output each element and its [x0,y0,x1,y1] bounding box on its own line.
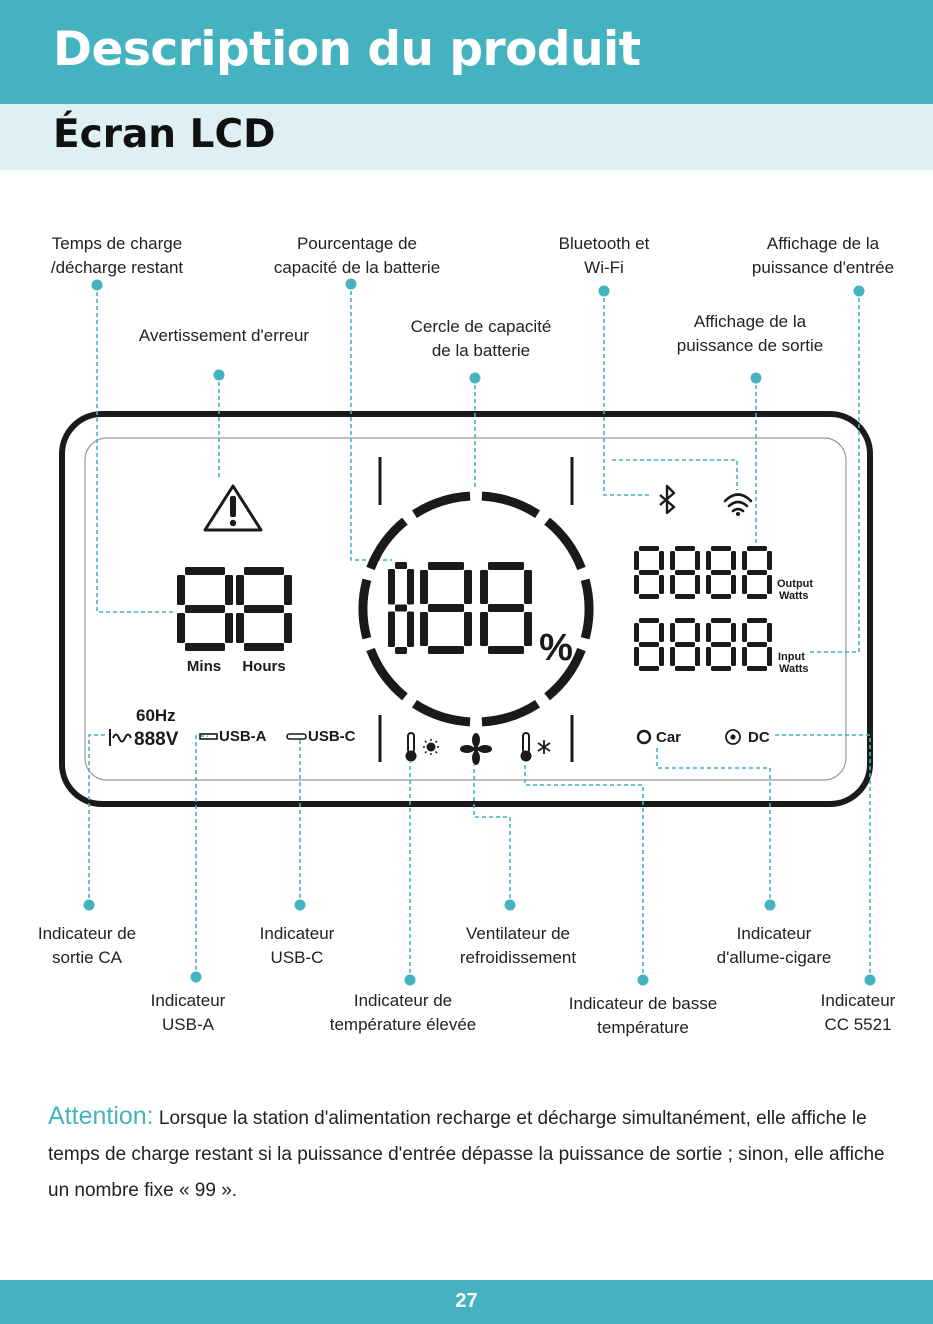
label-capacity-circle: Cercle de capacité de la batterie [410,317,552,360]
label-fan: Ventilateur de refroidissement [459,924,577,967]
output-digit-1 [634,546,664,599]
attention-word: Attention: [48,1102,154,1130]
ring-segment [547,521,581,568]
warning-icon [205,486,261,530]
attention-text: Lorsque la station d'alimentation recharge et décharge simultanément, elle affiche le temps de charge restant si la puissance d'entrée dépasse la puissance de sortie ; sinon, elle affiche un nombre fixe « 99 ». [48,1108,885,1201]
mins-label: Mins [186,658,222,675]
page-number: 27 [455,1290,478,1312]
usb-c-label: USB-C [308,728,356,745]
label-dc5521: Indicateur CC 5521 [820,991,896,1034]
high-temp-icon [407,733,440,761]
ring-segment [482,704,538,722]
callout-dots [84,279,876,986]
ac-output-icon [110,729,131,746]
segment-digits [177,546,772,671]
car-label: Car [656,729,682,746]
percent-digit-2 [420,562,472,654]
label-ac-output: Indicateur de sortie CA [37,924,137,967]
hz-label: 60Hz [136,706,176,725]
ring-brackets [380,457,572,762]
output-digit-4 [742,546,772,599]
input-label-2: Watts [779,663,809,675]
ring-segment [414,496,470,514]
page-title: Description du produit [53,22,641,77]
percent-digit-1 [388,562,414,654]
output-label-2: Watts [779,590,809,602]
percent-sign: % [539,627,573,669]
label-usb-c: Indicateur USB-C [259,924,335,967]
low-temp-icon [522,733,551,761]
car-icon [638,731,650,743]
wifi-icon [725,495,751,517]
label-output-power: Affichage de la puissance de sortie [676,312,824,355]
ring-segment [482,496,538,514]
callout-lines [89,284,870,980]
label-usb-a: Indicateur USB-A [150,991,226,1034]
input-digit-2 [670,618,700,671]
dc-icon [726,730,740,744]
volt-display: 888V [134,729,179,750]
label-error-warning: Avertissement d'erreur [138,326,310,345]
ring-segment [585,580,589,638]
label-low-temp: Indicateur de basse température [568,994,718,1037]
output-digit-3 [706,546,736,599]
ring-segment [363,580,367,638]
label-capacity-percent: Pourcentage de capacité de la batterie [273,234,441,277]
label-high-temp: Indicateur de température élevée [329,991,477,1034]
time-digit-2 [236,567,292,651]
ring-segment [371,521,405,568]
attention-note [48,1098,908,1209]
input-digit-1 [634,618,664,671]
ring-segment [414,704,470,722]
input-digit-3 [706,618,736,671]
usb-c-icon [287,734,306,739]
input-label-1: Input [778,651,805,663]
label-car: Indicateur d'allume-cigare [716,924,832,967]
output-label-1: Output [777,578,814,590]
label-remaining-time: Temps de charge /décharge restant [50,234,184,277]
usb-a-label: USB-A [219,728,267,745]
percent-digit-3 [480,562,532,654]
hours-label: Hours [242,658,286,675]
ring-segment [371,649,405,696]
bluetooth-icon [660,486,674,513]
section-title: Écran LCD [53,112,276,157]
fan-icon [460,733,492,765]
input-digit-4 [742,618,772,671]
dc-label: DC [748,729,770,746]
output-digit-2 [670,546,700,599]
label-input-power: Affichage de la puissance d'entrée [751,234,895,277]
time-digit-1 [177,567,233,651]
label-bluetooth-wifi: Bluetooth et Wi-Fi [558,234,650,277]
